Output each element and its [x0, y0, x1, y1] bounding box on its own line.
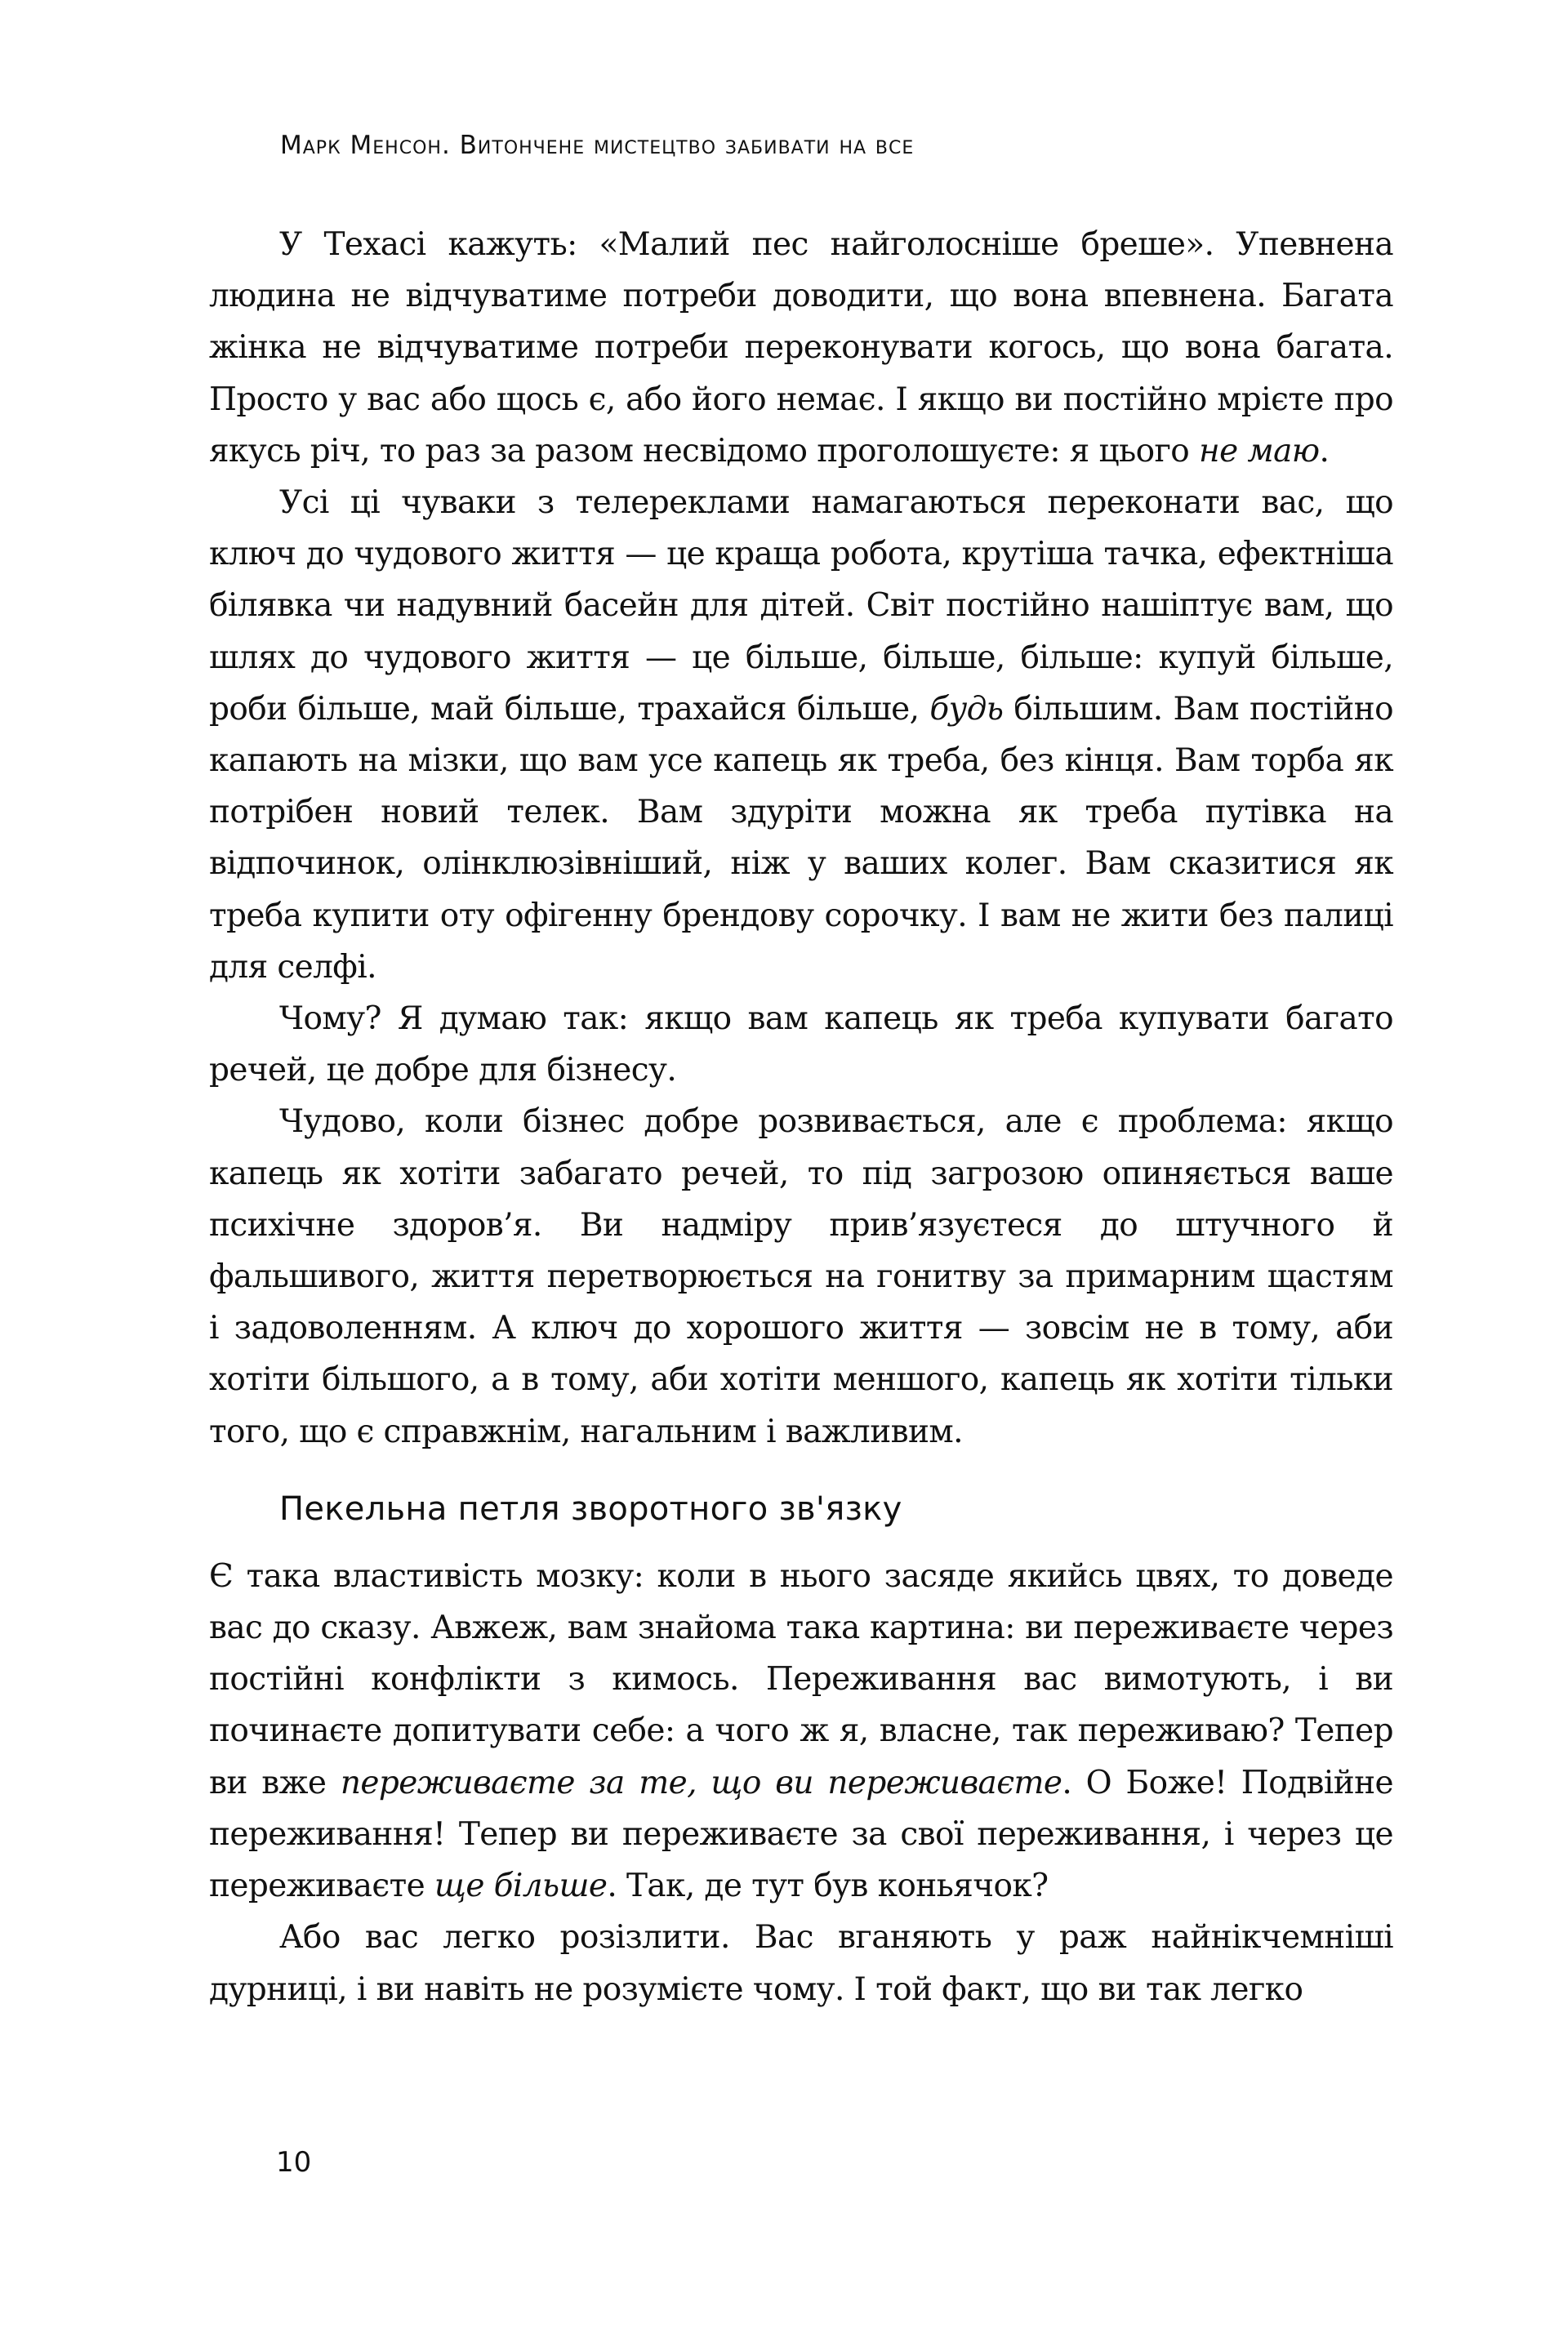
paragraphs-before-heading: [209, 219, 1393, 1458]
italic-text: будь: [929, 690, 1004, 728]
paragraph: [209, 993, 1393, 1096]
text-run: .: [1319, 432, 1330, 470]
italic-text: не маю: [1198, 432, 1320, 470]
section-heading: Пекельна петля зворотного зв'язку: [279, 1489, 902, 1528]
text-run: Чудово, коли бізнес добре розвивається, але є проблема: якщо капець як хотіти забагато речей, то під загрозою опиняється ваше психічне здоров’я. Ви надміру прив’язуєтеся до штучного й фальшивого, життя перетворюється на гонитву за примарним щастям і задоволенням. А ключ до хорошого життя — зовсім не в тому, аби хотіти більшого, а в тому, аби хотіти меншого, капець як хотіти тільки того, що є справжнім, нагальним і важливим.: [209, 1103, 1393, 1450]
paragraph: [209, 219, 1393, 477]
paragraph: [209, 1096, 1393, 1457]
text-run: Усі ці чуваки з телереклами намагаються переконати вас, що ключ до чудового життя — це краща робота, крутіша тачка, ефектніша білявка чи надувний басейн для дітей. Світ постійно нашіптує вам, що шлях до чудового життя — це більше, більше, більше: купуй більше, роби більше, май більше, трахайся більше,: [209, 484, 1393, 728]
paragraph: [209, 477, 1393, 993]
paragraphs-after-heading: [209, 1551, 1393, 2015]
text-run: Або вас легко розізлити. Вас вганяють у раж найнікчемніші дурниці, і ви навіть не розумієте чому. І той факт, що ви так легко: [209, 1919, 1393, 2008]
italic-text: ще більше: [434, 1868, 608, 1905]
page-number: 10: [276, 2146, 312, 2179]
text-run: . Так, де тут був коньячок?: [607, 1868, 1049, 1905]
body-text: [209, 219, 1393, 2015]
text-run: більшим. Вам постійно капають на мізки, що вам усе капець як треба, без кінця. Вам торба як потрібен новий телек. Вам здуріти можна як треба путівка на відпочинок, олінклюзівніший, ніж у ваших колег. Вам сказитися як треба купити оту офігенну брендову сорочку. І вам не жити без палиці для селфі.: [209, 690, 1394, 986]
text-run: У Техасі кажуть: «Малий пес найголосніше бреше». Упевнена людина не відчуватиме потреби доводити, що вона впевнена. Багата жінка не відчуватиме потреби переконувати когось, що вона багата. Просто у вас або щось є, або його немає. І якщо ви постійно мрієте про якусь річ, то раз за разом несвідомо проголошуєте: я цього: [209, 226, 1393, 470]
italic-text: переживаєте за те, що ви переживаєте: [340, 1764, 1062, 1801]
text-run: . О Боже! Подвійне переживання! Тепер ви переживаєте за свої переживання, і через це переживаєте: [209, 1764, 1394, 1905]
paragraph: [209, 1551, 1393, 1912]
text-run: Є така властивість мозку: коли в нього засяде якийсь цвях, то доведе вас до сказу. Авжеж, вам знайома така картина: ви переживаєте через постійні конфлікти з кимось. Переживання вас вимотують, і ви починаєте допитувати себе: а чого ж я, власне, так переживаю? Тепер ви вже: [209, 1557, 1393, 1801]
running-head: Марк Менсон. Витончене мистецтво забивати на все: [280, 131, 915, 160]
paragraph: [209, 1912, 1393, 2015]
text-run: Чому? Я думаю так: якщо вам капець як треба купувати багато речей, це добре для бізнесу.: [209, 1000, 1393, 1089]
